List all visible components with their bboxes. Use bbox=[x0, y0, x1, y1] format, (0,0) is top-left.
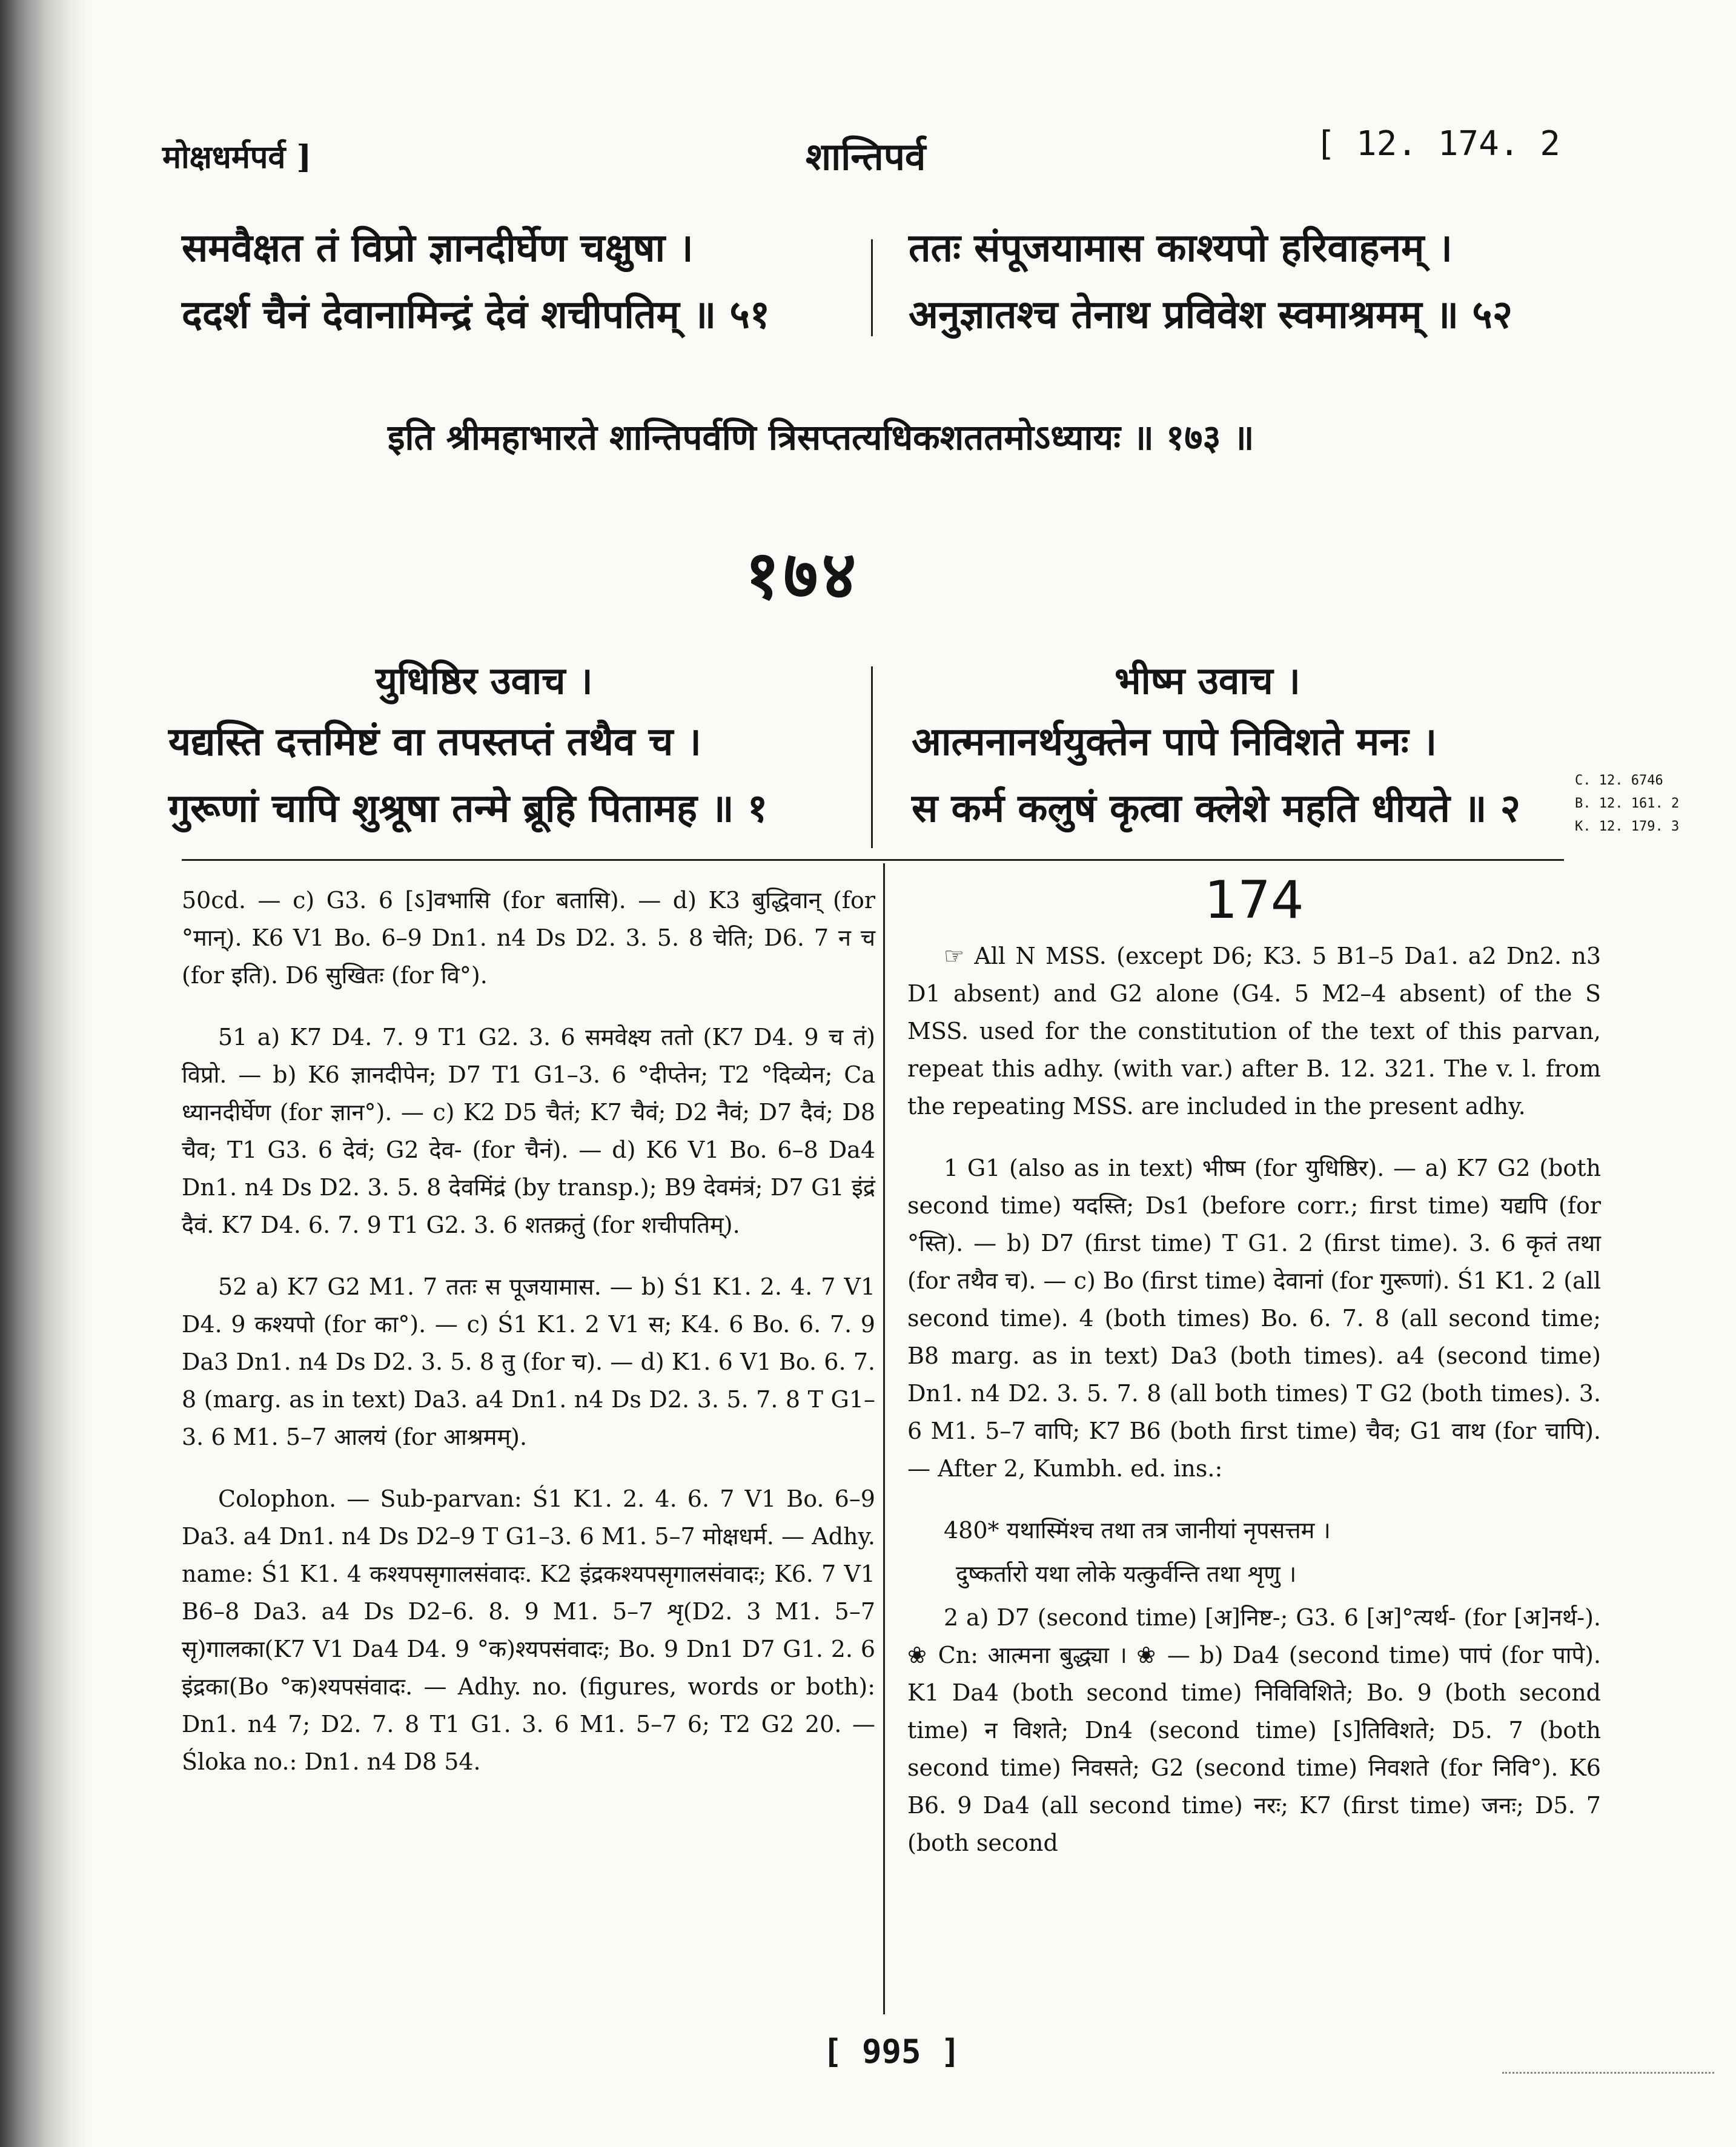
note-52: 52 a) K7 G2 M1. 7 ततः स पूजयामास. — b) Ś1 K1. 2. 4. 7 V1 D4. 9 कश्यपो (for का°). — c) Ś1 K1. 2 V1 स; K4. 6 Bo. 6. 7. 9 Da3 Dn1. n4 Ds D2. 3. 5. 8 तु (for च). — d) K1. 6 V1 Bo. 6. 7. 8 (marg. as in text) Da3. a4 Dn1. n4 Ds D2. 3. 5. 7. 8 T G1–3. 6 M1. 5–7 आलयं (for आश्रमम्). bbox=[182, 1273, 875, 1450]
verse-line: ददर्श चैनं देवानामिन्द्रं देवं शचीपतिम् ॥ ५१ bbox=[182, 292, 770, 337]
concordance-ref: K. 12. 179. 3 bbox=[1575, 819, 1680, 834]
verse-line: यद्यस्ति दत्तमिष्टं वा तपस्तप्तं तथैव च । bbox=[168, 719, 701, 765]
note-51: 51 a) K7 D4. 7. 9 T1 G2. 3. 6 समवेक्ष्य ततो (K7 D4. 9 च तं) विप्रो. — b) K6 ज्ञानदीपेन; D7 T1 G1–3. 6 °दीप्तेन; T2 °दिव्येन; Ca ध्यानदीर्घेण (for ज्ञान°). — c) K2 D5 चैतं; K7 चैवं; D2 नैवं; D7 दैवं; D8 चैव; T1 G3. 6 देवं; G2 देव- (for चैनं). — d) K6 V1 Bo. 6–8 Da4 Dn1. n4 Ds D2. 3. 5. 8 देवमिंद्रं (by transp.); B9 देवमंत्रं; D7 G1 इंद्रं दैवं. K7 D4. 6. 7. 9 T1 G2. 3. 6 शतक्रतुं (for शचीपतिम्). bbox=[182, 1024, 875, 1238]
column-divider bbox=[871, 239, 873, 336]
note-1: 1 G1 (also as in text) भीष्म (for युधिष्ठिर). — a) K7 G2 (both second time) यदस्ति; Ds1 (before corr.; first time) यद्यपि (for °स्ति). — b) D7 (first time) T G1. 2 (first time). 3. 6 कृतं तथा (for तथैव च). — c) Bo (first time) देवानां (for गुरूणां). Ś1 K1. 2 (all second time). 4 (both times) Bo. 6. 7. 8 (all second time; B8 marg. as in text) Da3 (both times). a4 (second time) Dn1. n4 D2. 3. 5. 7. 8 (all both times) T G2 (both times). 3. 6 M1. 5–7 वापि; K7 B6 (both first time) चैव; G1 वाथ (for चापि). — After 2, Kumbh. ed. ins.: bbox=[907, 1155, 1601, 1482]
speaker-left: युधिष्ठिर उवाच । bbox=[376, 659, 593, 703]
verse-51 bbox=[182, 215, 770, 348]
insertion-line: यथास्मिंश्च तथा तत्र जानीयां नृपसत्तम । bbox=[1006, 1517, 1331, 1544]
note-50: 50cd. — c) G3. 6 [ऽ]वभासि (for बतासि). — d) K3 बुद्धिवान् (for °मान्). K6 V1 Bo. 6–9 Dn1. n4 Ds D2. 3. 5. 8 चेति; D6. 7 न च (for इति). D6 सुखितः (for वि°). bbox=[182, 887, 875, 989]
verse-2 bbox=[912, 709, 1520, 842]
note-intro: ☞ All N MSS. (except D6; K3. 5 B1–5 Da1. a2 Dn2. n3 D1 absent) and G2 alone (G4. 5 M2–4 absent) of the S MSS. used for the constitution of the text of this parvan, repeat this adhy. (with var.) after B. 12. 321. The v. l. from the repeating MSS. are included in the present adhy. bbox=[907, 943, 1601, 1120]
speaker-right: भीष्म उवाच । bbox=[1115, 659, 1300, 703]
verse-line: आत्मनानर्थयुक्तेन पापे निविशते मनः । bbox=[912, 719, 1437, 765]
concordance-refs bbox=[1575, 769, 1679, 838]
running-head-center: शान्तिपर्व bbox=[806, 134, 926, 179]
adhyaya-number: 174 bbox=[1204, 870, 1304, 931]
chapter-number: १७४ bbox=[745, 536, 860, 614]
page-number: [ 995 ] bbox=[823, 2033, 961, 2071]
chapter-colophon: इति श्रीमहाभारते शान्तिपर्वणि त्रिसप्तत्यधिकशततमोऽध्यायः ॥ १७३ ॥ bbox=[388, 417, 1254, 458]
verse-1 bbox=[168, 709, 767, 842]
concordance-ref: C. 12. 6746 bbox=[1575, 773, 1663, 788]
verse-line: समवैक्षत तं विप्रो ज्ञानदीर्घेण चक्षुषा । bbox=[182, 225, 694, 271]
book-spine-shadow bbox=[0, 0, 91, 2147]
verse-52 bbox=[909, 215, 1512, 348]
verse-line: अनुज्ञातश्च तेनाथ प्रविवेश स्वमाश्रमम् ॥ ५२ bbox=[909, 292, 1512, 337]
apparatus-left-column bbox=[182, 881, 875, 1805]
scan-speckle bbox=[1502, 2072, 1714, 2076]
column-divider bbox=[871, 666, 873, 848]
insertion-480 bbox=[907, 1512, 1601, 1549]
apparatus-right-column bbox=[907, 870, 1601, 1886]
verse-line: स कर्म कलुषं कृत्वा क्लेशे महति धीयते ॥ २ bbox=[912, 786, 1521, 831]
running-head-right: [ 12. 174. 2 bbox=[1315, 124, 1560, 164]
verse-line: गुरूणां चापि शुश्रूषा तन्मे ब्रूहि पितामह ॥ १ bbox=[168, 786, 768, 831]
note-2: 2 a) D7 (second time) [अ]निष्ट-; G3. 6 [अ]°त्यर्थ- (for [अ]नर्थ-). ❀ Cn: आत्मना बुद्ध्या । ❀ — b) Da4 (second time) पापं (for पापे). K1 Da4 (both second time) निविविशिते; Bo. 9 (both second time) न विशते; Dn4 (second time) [ऽ]तिविशते; D5. 7 (both second time) निवसते; G2 (second time) निवशते (for निवि°). K6 B6. 9 Da4 (all second time) नरः; K7 (first time) जनः; D5. 7 (both second bbox=[907, 1604, 1601, 1856]
insertion-line-2: दुष्कर्तारो यथा लोके यत्कुर्वन्ति तथा शृणु । bbox=[956, 1561, 1297, 1587]
notes-column-divider bbox=[883, 863, 885, 2014]
verse-line: ततः संपूजयामास काश्यपो हरिवाहनम् । bbox=[909, 225, 1453, 271]
running-head-left: मोक्षधर्मपर्व ] bbox=[162, 139, 312, 176]
concordance-ref: B. 12. 161. 2 bbox=[1575, 796, 1680, 811]
note-colophon: Colophon. — Sub-parvan: Ś1 K1. 2. 4. 6. 7 V1 Bo. 6–9 Da3. a4 Dn1. n4 Ds D2–9 T G1–3. 6 M1. 5–7 मोक्षधर्म. — Adhy. name: Ś1 K1. 4 कश्यपसृगालसंवादः. K2 इंद्रकश्यपसृगालसंवादः; K6. 7 V1 B6–8 Da3. a4 Ds D2–6. 8. 9 M1. 5–7 शृ(D2. 3 M1. 5–7 सृ)गालका(K7 V1 Da4 D4. 9 °क)श्यपसंवादः; Bo. 9 Dn1 D7 G1. 2. 6 इंद्रका(Bo °क)श्यपसंवादः. — Adhy. no. (figures, words or both): Dn1. n4 7; D2. 7. 8 T1 G1. 3. 6 M1. 5–7 6; T2 G2 20. — Śloka no.: Dn1. n4 D8 54. bbox=[182, 1485, 875, 1775]
insertion-number: 480* bbox=[944, 1517, 999, 1544]
horizontal-rule bbox=[182, 859, 1564, 861]
